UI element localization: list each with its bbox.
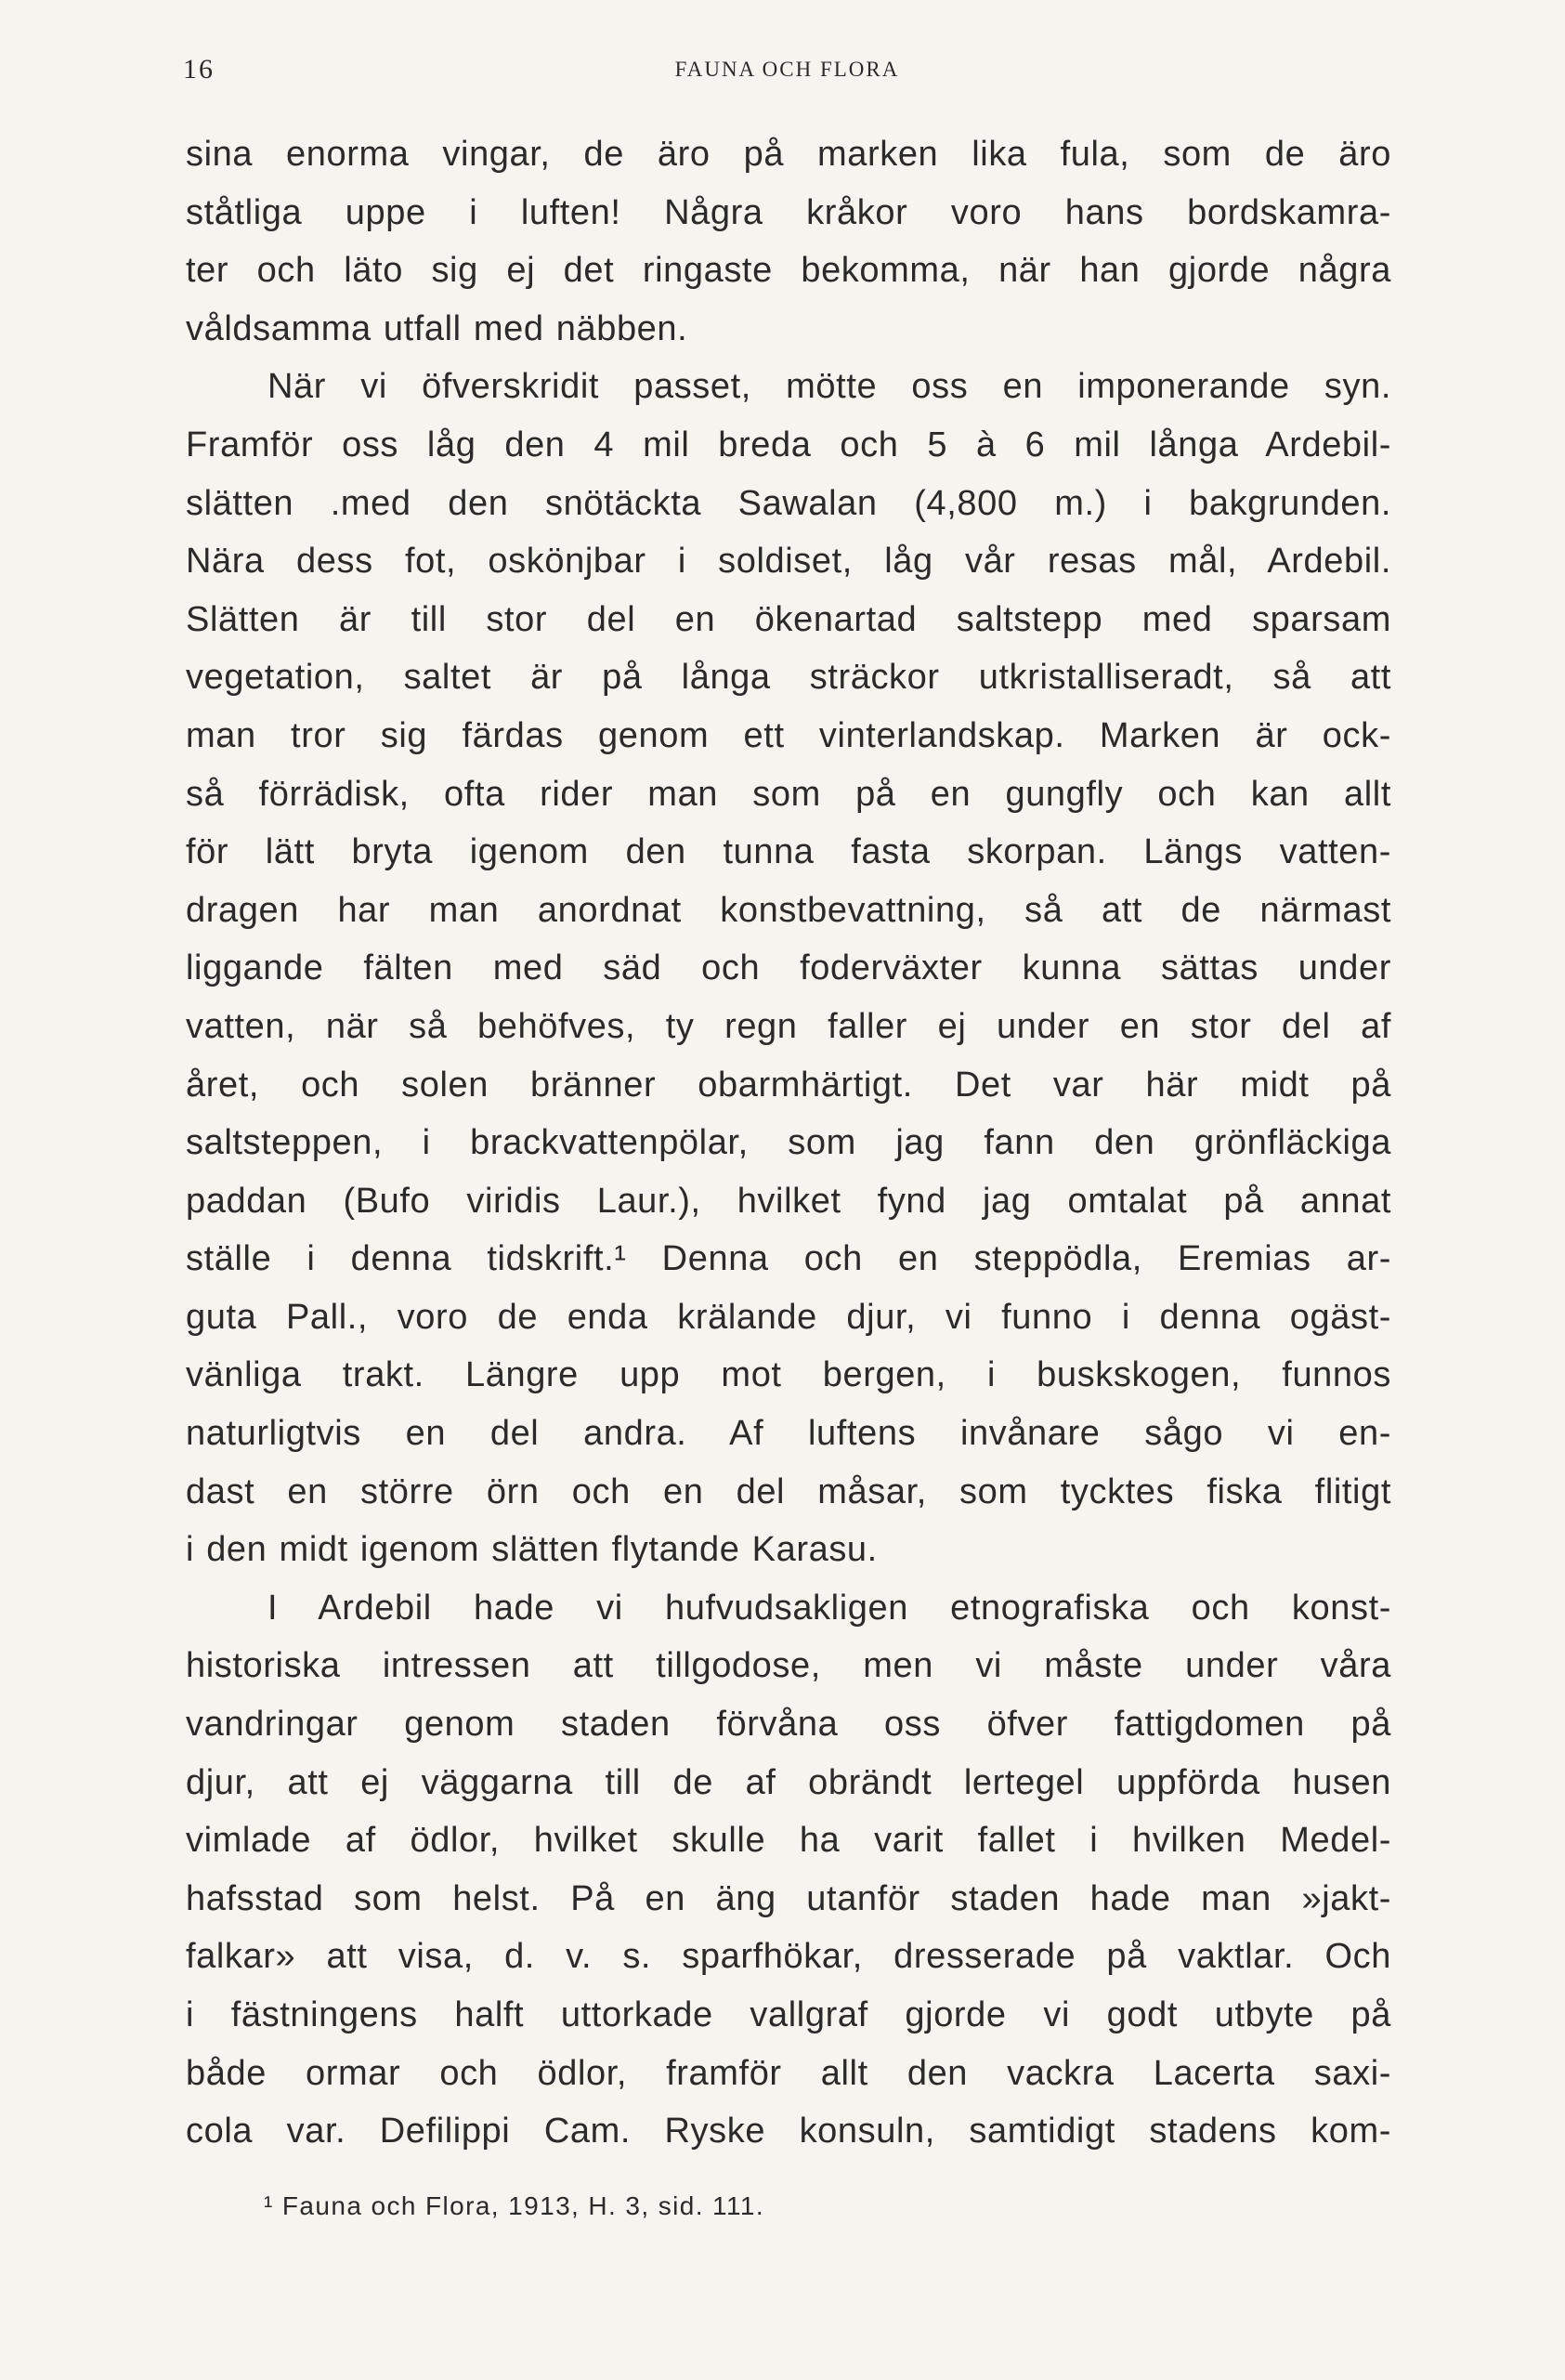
text-line: ställe i denna tidskrift.¹ Denna och en steppödla, Eremias ar- (186, 1239, 1391, 1279)
text-line: historiska intressen att tillgodose, men vi måste under våra (186, 1646, 1391, 1686)
page-header (183, 54, 1391, 91)
text-line: I Ardebil hade vi hufvudsakligen etnografiska och konst- (267, 1588, 1391, 1628)
text-line: ter och läto sig ej det ringaste bekomma, när han gjorde några (186, 251, 1391, 291)
footnote: ¹ Fauna och Flora, 1913, H. 3, sid. 111. (264, 2191, 764, 2220)
text-line: Framför oss låg den 4 mil breda och 5 à 6 mil långa Ardebil- (186, 425, 1391, 464)
text-line: så förrädisk, ofta rider man som på en gungfly och kan allt (186, 774, 1391, 814)
text-line: liggande fälten med säd och foderväxter kunna sättas under (186, 948, 1391, 988)
text-line: vandringar genom staden förvåna oss öfver fattigdomen på (186, 1705, 1391, 1745)
text-line: saltsteppen, i brackvattenpölar, som jag fann den grönfläckiga (186, 1123, 1391, 1163)
text-line: sina enorma vingar, de äro på marken lika fula, som de äro (186, 135, 1391, 174)
text-line: djur, att ej väggarna till de af obrändt lertegel uppförda husen (186, 1762, 1391, 1802)
text-line: man tror sig färdas genom ett vinterlandskap. Marken är ock- (186, 715, 1391, 755)
text-line: När vi öfverskridit passet, mötte oss en imponerande syn. (267, 367, 1391, 407)
running-head: FAUNA OCH FLORA (674, 58, 900, 81)
text-line: Nära dess fot, oskönjbar i soldiset, låg vår resas mål, Ardebil. (186, 542, 1391, 582)
page-number: 16 (183, 54, 215, 85)
text-line: vegetation, saltet är på långa sträckor utkristalliseradt, så att (186, 658, 1391, 698)
text-line: hafsstad som helst. På en äng utanför staden hade man »jakt- (186, 1878, 1391, 1918)
text-line: cola var. Defilippi Cam. Ryske konsuln, samtidigt stadens kom- (186, 2112, 1391, 2151)
text-line: ståtliga uppe i luften! Några kråkor voro hans bordskamra- (186, 192, 1391, 232)
text-line: naturligtvis en del andra. Af luftens invånare sågo vi en- (186, 1414, 1391, 1454)
text-line: dast en större örn och en del måsar, som tycktes fiska flitigt (186, 1471, 1391, 1511)
text-line: vatten, när så behöfves, ty regn faller ej under en stor del af (186, 1006, 1391, 1046)
text-line: paddan (Bufo viridis Laur.), hvilket fynd jag omtalat på annat (186, 1181, 1391, 1221)
text-line: våldsamma utfall med näbben. (186, 308, 688, 348)
text-line: vimlade af ödlor, hvilket skulle ha varit fallet i hvilken Medel- (186, 1821, 1391, 1861)
text-line: för lätt bryta igenom den tunna fasta skorpan. Längs vatten- (186, 832, 1391, 872)
text-line: vänliga trakt. Längre upp mot bergen, i buskskogen, funnos (186, 1355, 1391, 1395)
text-line: slätten .med den snötäckta Sawalan (4,800 m.) i bakgrunden. (186, 483, 1391, 523)
text-line: i den midt igenom slätten flytande Karasu. (186, 1530, 878, 1570)
text-line: både ormar och ödlor, framför allt den vackra Lacerta saxi- (186, 2053, 1391, 2093)
text-line: guta Pall., voro de enda krälande djur, vi funno i denna ogäst- (186, 1297, 1391, 1337)
text-line: Slätten är till stor del en ökenartad saltstepp med sparsam (186, 599, 1391, 639)
text-line: året, och solen bränner obarmhärtigt. Det var här midt på (186, 1065, 1391, 1105)
text-line: dragen har man anordnat konstbevattning, så att de närmast (186, 890, 1391, 930)
text-line: falkar» att visa, d. v. s. sparfhökar, dresserade på vaktlar. Och (186, 1937, 1391, 1977)
body-text (186, 125, 1391, 2161)
text-line: i fästningens halft uttorkade vallgraf gjorde vi godt utbyte på (186, 1995, 1391, 2034)
